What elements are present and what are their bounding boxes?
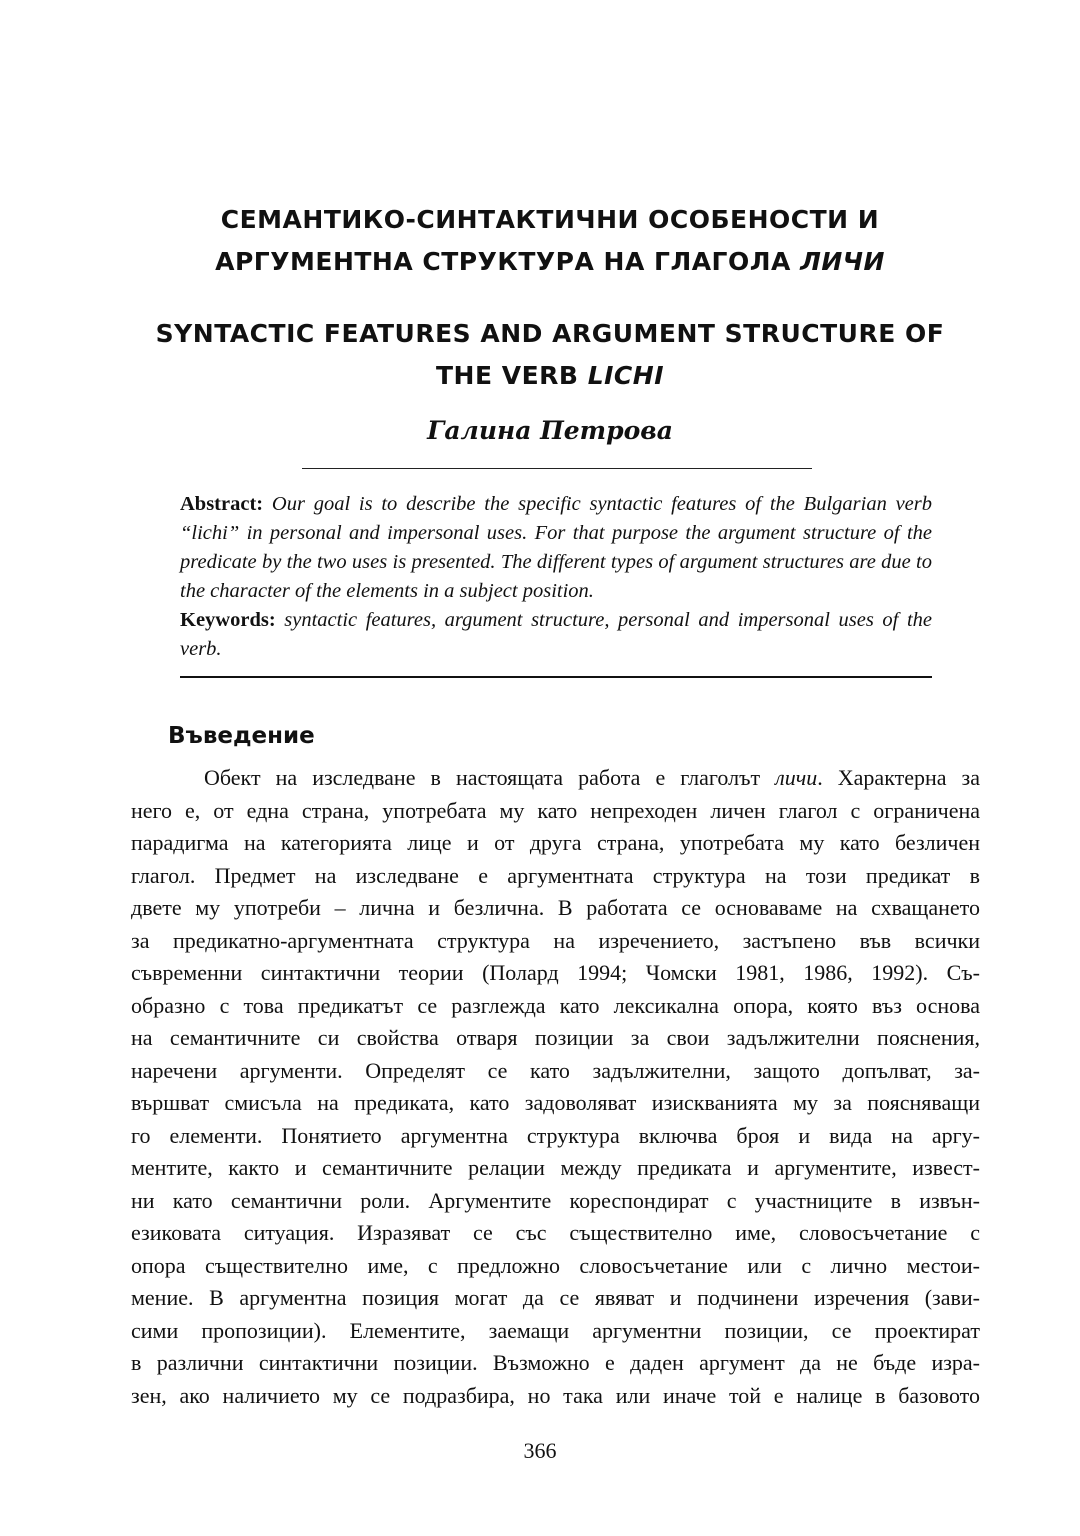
title-bulgarian-line2	[120, 240, 980, 284]
keywords-text: syntactic features, argument structure, personal and impersonal uses of the verb.	[180, 609, 932, 660]
body-line: двете му употреби – лична и безлична. В работата се основаваме на схващането	[131, 895, 980, 920]
author-name: Галина Петрова	[427, 416, 673, 445]
title-english-verb: LICHI	[587, 361, 664, 390]
title-english-line1: SYNTACTIC FEATURES AND ARGUMENT STRUCTURE OF	[155, 319, 945, 348]
body-line-text: Обект на изследване в настоящата работа е глаголът	[204, 765, 776, 790]
abstract-block	[180, 490, 932, 664]
page-number: 366	[523, 1438, 557, 1463]
title-english-line2	[120, 354, 980, 398]
body-line: ментите, както и семантичните релации между предиката и аргументите, извест-	[131, 1155, 980, 1180]
abstract-paragraph	[180, 490, 932, 606]
abstract-label: Abstract:	[180, 493, 264, 515]
body-line: наречени аргументи. Определят се като задължителни, защото допълват, за-	[131, 1057, 980, 1083]
keywords-label: Keywords:	[180, 609, 276, 631]
title-bulgarian-line2-text: АРГУМЕНТНА СТРУКТУРА НА ГЛАГОЛА	[215, 247, 801, 276]
divider-top	[302, 468, 812, 469]
body-line: образно с това предикатът се разглежда като лексикална опора, която въз основа	[131, 992, 980, 1018]
body-line: за предикатно-аргументната структура на изречението, застъпено във всички	[131, 927, 980, 953]
body-line-text: . Характерна за	[817, 765, 981, 790]
body-paragraph	[131, 762, 980, 1412]
body-line: парадигма на категорията лице и от друга страна, употребата му като безличен	[131, 830, 980, 855]
body-line: зен, ако наличието му се подразбира, но така или иначе той е налице в базовото	[131, 1382, 980, 1408]
title-english-line2-text: THE VERB	[435, 361, 588, 390]
body-line: глагол. Предмет на изследване е аргументната структура на този предикат в	[131, 862, 980, 888]
section-heading: Въведение	[168, 723, 315, 749]
body-line: езиковата ситуация. Изразяват се със съществително име, словосъчетание с	[131, 1220, 980, 1245]
body-line	[131, 762, 980, 795]
body-line: сими пропозиции). Елементите, заемащи аргументни позиции, се проектират	[131, 1317, 980, 1343]
title-bulgarian-line1: СЕМАНТИКО-СИНТАКТИЧНИ ОСОБЕНОСТИ И	[220, 205, 880, 234]
body-line: него е, от една страна, употребата му като непреходен личен глагол с ограничена	[131, 797, 980, 823]
divider-bottom	[180, 676, 932, 678]
body-line: го елементи. Понятието аргументна структура включва броя и вида на аргу-	[131, 1122, 980, 1148]
body-line: мение. В аргументна позиция могат да се явяват и подчинени изречения (зави-	[131, 1285, 980, 1310]
keywords-paragraph	[180, 606, 932, 664]
body-line: съвременни синтактични теории (Полард 1994; Чомски 1981, 1986, 1992). Съ-	[131, 960, 980, 985]
body-emphasis-verb: личи	[775, 765, 818, 790]
body-line: на семантичните си свойства отваря позиции за свои задължителни пояснения,	[131, 1025, 980, 1050]
body-line: вършват смисъла на предиката, като задоволяват изискванията му за поясняващи	[131, 1090, 980, 1115]
body-line: в различни синтактични позиции. Възможно е даден аргумент да не бъде изра-	[131, 1350, 980, 1375]
title-bulgarian-verb: ЛИЧИ	[800, 247, 885, 276]
abstract-text: Our goal is to describe the specific syntactic features of the Bulgarian verb “lichi” in personal and impersonal uses. For that purpose the argument structure of the predicate by the two uses is presented. The different types of argument structures are due to the character of the elements in a subject position.	[180, 493, 933, 602]
body-line: опора съществително име, с предложно словосъчетание или с лично местои-	[131, 1252, 980, 1278]
body-line: ни като семантични роли. Аргументите кореспондират с участниците в извън-	[131, 1187, 980, 1213]
